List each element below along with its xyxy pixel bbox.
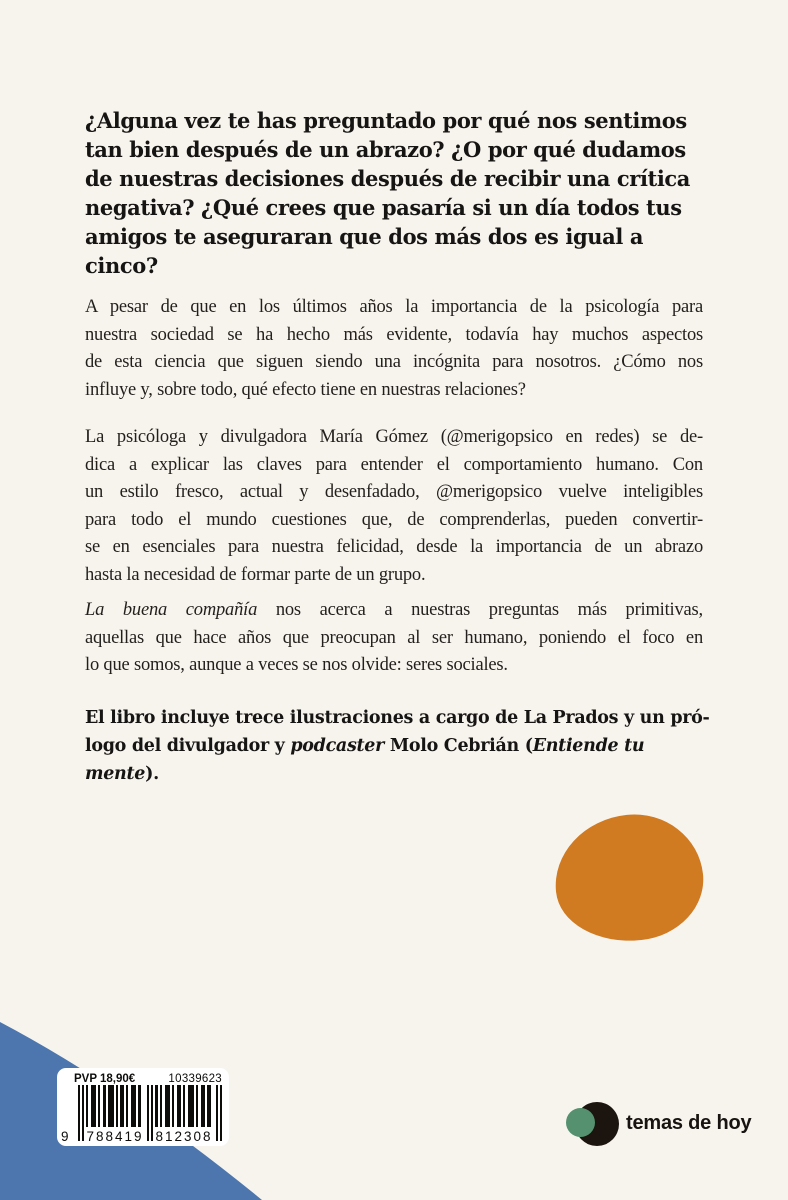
highlight-note (85, 704, 717, 788)
paragraph-text: nos acerca a nuestras preguntas más primitivas, (257, 600, 703, 620)
barcode-label (57, 1068, 229, 1146)
paragraph-line: La psicóloga y divulgadora María Gómez (@merigopsico en redes) se de- (85, 427, 703, 447)
paragraph-line: nuestra sociedad se ha hecho más evidente, todavía hay muchos aspectos (85, 324, 703, 345)
paragraph-line: se en esenciales para nuestra felicidad, desde la importancia de un abrazo (85, 537, 703, 557)
ean-digit-first: 9 (61, 1129, 71, 1144)
publisher-name: temas de hoy (626, 1112, 752, 1134)
paragraph-line: hasta la necesidad de formar parte de un grupo. (85, 564, 426, 585)
highlight-line: El libro incluye trece ilustraciones a cargo de La Prados y un pró- (85, 708, 710, 728)
paragraph-line (85, 597, 703, 625)
paragraph-line: para todo el mundo cuestiones que, de comprenderlas, pueden convertir- (85, 509, 703, 530)
paragraph-line: aquellas que hace años que preocupan al ser humano, poniendo el foco en (85, 627, 703, 648)
price-value: 18,90€ (100, 1073, 136, 1085)
headline-line: negativa? ¿Qué crees que pasaría si un día todos tus (85, 195, 682, 220)
paragraph-line: influye y, sobre todo, qué efecto tiene en nuestras relaciones? (85, 379, 526, 400)
paragraph-line: A pesar de que en los últimos años la importancia de la psicología para (85, 297, 703, 317)
podcaster-italic: podcaster (290, 736, 385, 756)
paragraph-3 (85, 597, 703, 680)
ean-digits-right: 812308 (155, 1129, 213, 1144)
ean-digits-left: 788419 (86, 1129, 144, 1144)
pvp-label: PVP (74, 1073, 100, 1085)
highlight-text: logo del divulgador y (85, 736, 291, 756)
paragraph-2 (85, 424, 703, 589)
paragraph-line: un estilo fresco, actual y desenfadado, @merigopsico vuelve inteligibles (85, 482, 703, 502)
headline (85, 106, 717, 280)
price-label (74, 1073, 135, 1085)
podcast-title-italic: Entiende tu mente (85, 736, 645, 784)
headline-line: tan bien después de un abrazo? ¿O por qué dudamos (85, 137, 686, 162)
paragraph-line: dica a explicar las claves para entender el comportamiento humano. Con (85, 454, 703, 475)
headline-line: de nuestras decisiones después de recibir una crítica (85, 166, 691, 191)
headline-line: ¿Alguna vez te has preguntado por qué nos sentimos (85, 108, 687, 133)
publisher-logo-green-circle-icon (566, 1108, 595, 1137)
product-ref: 10339623 (168, 1073, 222, 1085)
book-title-italic: La buena compañía (85, 600, 258, 620)
ean-barcode (58, 1085, 224, 1144)
headline-line: amigos te aseguraran que dos más dos es igual a cinco? (85, 224, 644, 278)
paragraph-line: lo que somos, aunque a veces se nos olvide: seres sociales. (85, 655, 508, 675)
paragraph-1 (85, 294, 703, 404)
highlight-line (85, 732, 717, 788)
highlight-text: Molo Cebrián ( (384, 736, 533, 756)
barcode-header (74, 1073, 222, 1085)
highlight-text: ). (145, 764, 159, 784)
paragraph-line: de esta ciencia que siguen siendo una incógnita para nosotros. ¿Cómo nos (85, 352, 703, 372)
